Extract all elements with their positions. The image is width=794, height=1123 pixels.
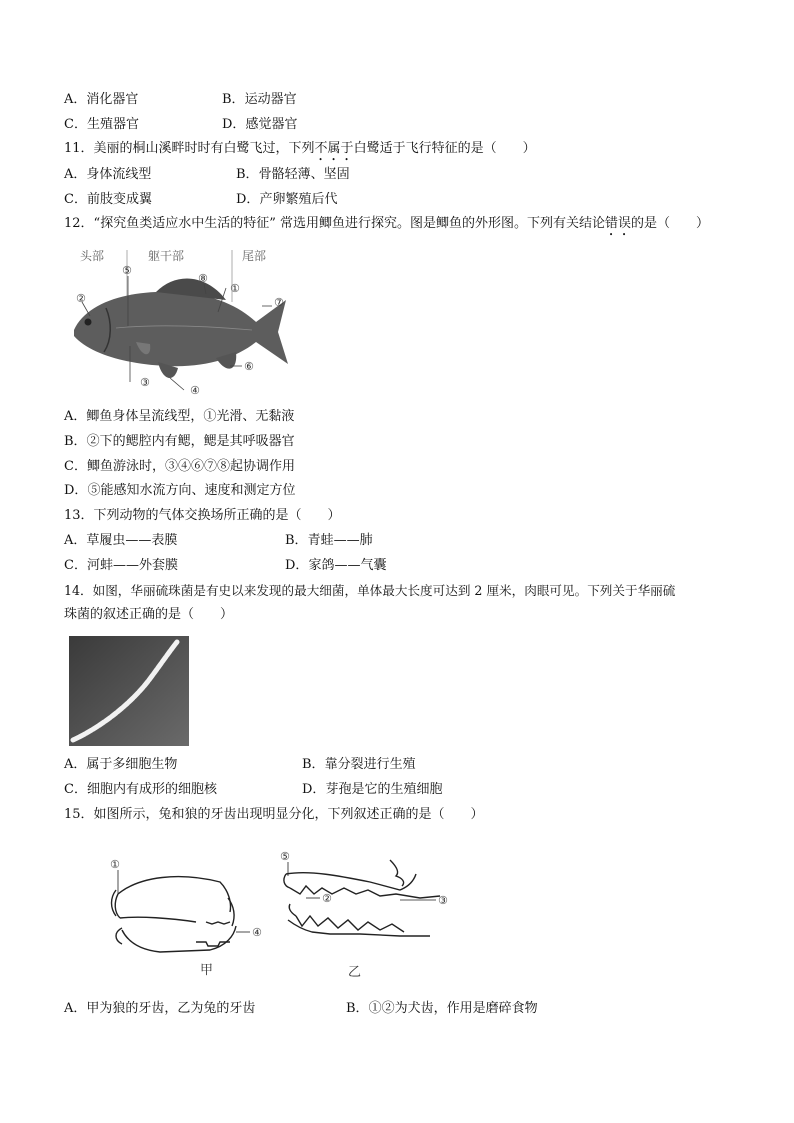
- bacterium-photo: [69, 636, 189, 746]
- svg-text:④: ④: [252, 926, 262, 939]
- svg-text:②: ②: [76, 292, 86, 305]
- q13-option-d: D．家鸽——气囊: [285, 558, 387, 573]
- fish-label-tail: 尾部: [242, 249, 267, 263]
- q10-option-b: B．运动器官: [222, 92, 297, 107]
- q14-option-d: D．芽孢是它的生殖细胞: [302, 782, 443, 797]
- rabbit-skull-icon: [112, 877, 237, 952]
- q14-option-c: C．细胞内有成形的细胞核: [64, 782, 217, 797]
- q13-option-b: B．青蛙——肺: [285, 533, 373, 548]
- figure-label-jia: 甲: [200, 963, 214, 978]
- figure-label-yi: 乙: [348, 965, 362, 980]
- teeth-figure: [100, 846, 460, 982]
- svg-text:⑦: ⑦: [274, 296, 284, 309]
- q12-stem: 12．“探究鱼类适应水中生活的特征” 常选用鲫鱼进行探究。图是鲫鱼的外形图。下列有关结论错误的是（ ）: [64, 216, 709, 231]
- fish-figure: [66, 242, 296, 400]
- q12-option-d: D．⑤能感知水流方向、速度和测定方位: [64, 483, 296, 498]
- q15-option-a: A．甲为狼的牙齿，乙为兔的牙齿: [64, 1001, 256, 1016]
- q11-stem: 11．美丽的桐山溪畔时时有白鹭飞过，下列不属于白鹭适于飞行特征的是（ ）: [64, 141, 536, 156]
- svg-text:③: ③: [438, 894, 448, 907]
- svg-text:⑤: ⑤: [122, 264, 132, 277]
- q15-option-b: B．①②为犬齿，作用是磨碎食物: [346, 1001, 538, 1016]
- q13-option-c: C．河蚌——外套膜: [64, 558, 178, 573]
- svg-text:④: ④: [190, 384, 200, 397]
- q10-option-c: C．生殖器官: [64, 117, 139, 132]
- q15-stem: 15．如图所示，兔和狼的牙齿出现明显分化，下列叙述正确的是（ ）: [64, 807, 484, 822]
- q11-option-a: A．身体流线型: [64, 167, 152, 182]
- fish-label-trunk: 躯干部: [148, 249, 185, 263]
- svg-text:⑤: ⑤: [280, 850, 290, 863]
- q13-stem: 13．下列动物的气体交换场所正确的是（ ）: [64, 508, 341, 523]
- svg-text:②: ②: [322, 892, 332, 905]
- q12-option-a: A．鲫鱼身体呈流线型，①光滑、无黏液: [64, 409, 295, 424]
- svg-text:⑥: ⑥: [244, 360, 254, 373]
- svg-text:③: ③: [140, 376, 150, 389]
- q14-option-b: B．靠分裂进行生殖: [302, 757, 416, 772]
- svg-text:①: ①: [230, 282, 240, 295]
- q14-stem-line1: 14．如图，华丽硫珠菌是有史以来发现的最大细菌，单体最大长度可达到 2 厘米，肉眼可见。下列关于华丽硫: [64, 583, 676, 598]
- q14-option-a: A．属于多细胞生物: [64, 757, 178, 772]
- q13-option-a: A．草履虫——表膜: [64, 533, 178, 548]
- q11-option-b: B．骨骼轻薄、坚固: [236, 167, 350, 182]
- q14-stem-line2: 珠菌的叙述正确的是（ ）: [64, 607, 234, 622]
- q10-option-d: D．感觉器官: [222, 117, 298, 132]
- fish-icon: [74, 279, 288, 378]
- q12-option-b: B．②下的鳃腔内有鳃，鳃是其呼吸器官: [64, 434, 295, 449]
- q12-option-c: C．鲫鱼游泳时，③④⑥⑦⑧起协调作用: [64, 459, 295, 474]
- q10-option-a: A．消化器官: [64, 92, 139, 107]
- svg-text:⑧: ⑧: [198, 272, 208, 285]
- q11-option-d: D．产卵繁殖后代: [236, 192, 338, 207]
- svg-text:①: ①: [110, 858, 120, 871]
- q11-option-c: C．前肢变成翼: [64, 192, 152, 207]
- fish-label-head: 头部: [80, 249, 105, 263]
